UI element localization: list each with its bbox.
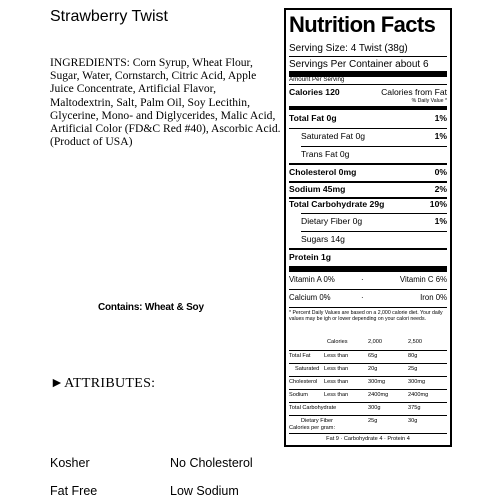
footer-value-2000: 65g [368,353,378,359]
servings-per-container: Servings Per Container about 6 [289,59,429,70]
row-protein [289,252,447,262]
footer-value-2500: 300mg [408,379,426,385]
serving-size: Serving Size: 4 Twist (38g) [289,43,408,54]
footer-qualifier: Less than [324,353,349,359]
daily-value-footnote: * Percent Daily Values are based on a 2,000 calorie diet. Your daily values may be igh or lower depending on your calori needs. [289,310,443,323]
footer-value-2000: 25g [368,418,378,424]
divider [289,307,447,308]
divider [289,350,447,351]
footer-value-2500: 2400mg [408,392,429,398]
total-fat-label: Total Fat 0g [289,113,337,123]
divider [289,389,447,390]
divider [289,181,447,183]
divider [289,376,447,377]
footer-value-2000: 300mg [368,379,386,385]
divider-thick [289,106,447,110]
allergen-statement: Contains: Wheat & Soy [98,302,204,313]
cholesterol-label: Cholesterol 0mg [289,167,357,177]
footer-qualifier: Less than [324,366,349,372]
per-gram-text: Fat 9 · Carbohydrate 4 · Protein 4 [326,436,410,442]
calories: Calories 120 [289,87,340,97]
protein-label: Protein 1g [289,252,332,262]
footer-value-2000: 20g [368,366,378,372]
divider [289,128,447,129]
sugars-label: Sugars 14g [301,234,345,244]
divider [289,84,447,85]
attribute-kosher: Kosher [50,456,90,470]
separator-dot: · [361,275,364,284]
row-saturated-fat [289,131,447,141]
footer-nutrient: Total Fat [289,353,311,359]
row-cholesterol [289,167,447,177]
total-carbohydrate-label: Total Carbohydrate 29g [289,199,385,209]
dietary-fiber-dv: 1% [434,216,447,226]
calories-per-gram: Calories per gram: [289,425,336,431]
attribute-no-cholesterol: No Cholesterol [170,456,253,470]
footer-nutrient: Cholesterol [289,379,318,385]
divider [301,146,447,147]
row-total-carbohydrate [289,199,447,209]
attribute-low-sodium: Low Sodium [170,484,239,498]
footer-value-2500: 375g [408,405,421,411]
footer-value-2500: 25g [408,366,418,372]
attributes-heading: ►ATTRIBUTES: [50,376,156,391]
footer-calories-label: Calories [327,339,348,345]
divider [289,433,447,434]
divider [301,231,447,232]
divider [289,248,447,250]
footer-nutrient: Saturated [295,366,320,372]
divider [289,163,447,165]
footer-nutrient: Total Carbohydrate [289,405,337,411]
sodium-dv: 2% [434,184,447,194]
divider [301,213,447,214]
calories-row [289,87,447,97]
row-sodium [289,184,447,194]
saturated-fat-dv: 1% [434,131,447,141]
footer-2500: 2,500 [408,339,422,345]
divider [289,289,447,290]
dietary-fiber-label: Dietary Fiber 0g [301,216,363,226]
total-carbohydrate-dv: 10% [429,199,447,209]
row-dietary-fiber [289,216,447,226]
separator-dot: · [361,293,364,302]
vitamin-a: Vitamin A 0% [289,275,335,284]
footer-value-2000: 300g [368,405,381,411]
divider [289,415,447,416]
row-minerals [289,293,447,302]
attribute-fat-free: Fat Free [50,484,98,498]
divider [289,56,447,57]
calcium: Calcium 0% [289,293,331,302]
divider [289,363,447,364]
row-total-fat [289,113,447,123]
vitamin-c: Vitamin C 6% [399,275,447,284]
divider-thick [289,266,447,272]
footer-value-2500: 30g [408,418,418,424]
footer-nutrient: Sodium [289,392,308,398]
footer-value-2500: 80g [408,353,418,359]
total-fat-dv: 1% [434,113,447,123]
row-trans-fat [289,149,447,159]
saturated-fat-label: Saturated Fat 0g [301,131,366,141]
footer-nutrient: Dietary Fiber [301,418,334,424]
sodium-label: Sodium 45mg [289,184,346,194]
footer-qualifier: Less than [324,392,349,398]
nutrition-facts-label [284,8,452,447]
divider [289,402,447,403]
iron: Iron 0% [420,293,447,302]
footer-value-2000: 2400mg [368,392,389,398]
daily-value-header: % Daily Value * [411,98,447,104]
amount-per-serving: Amount Per Serving [289,76,345,83]
row-sugars [289,234,447,244]
footer-qualifier: Less than [324,379,349,385]
calories-from-fat: Calories from Fat [381,87,447,97]
product-title: Strawberry Twist [50,8,168,25]
cholesterol-dv: 0% [434,167,447,177]
ingredients-text: INGREDIENTS: Corn Syrup, Wheat Flour, Sugar, Water, Cornstarch, Citric Acid, Apple Juice Concentrate, Artificial Flavor, Maltodextrin, Salt, Palm Oil, Soy Lecithin, Glycerine, Mono- and Diglycerides, Malic Acid, Artificial Color (FD&C Red #40), Ascorbic Acid. (Product of USA) [50,56,281,149]
nutrition-title: Nutrition Facts [289,12,436,37]
row-vitamins [289,275,447,284]
footer-2000: 2,000 [368,339,382,345]
trans-fat-label: Trans Fat 0g [301,149,350,159]
